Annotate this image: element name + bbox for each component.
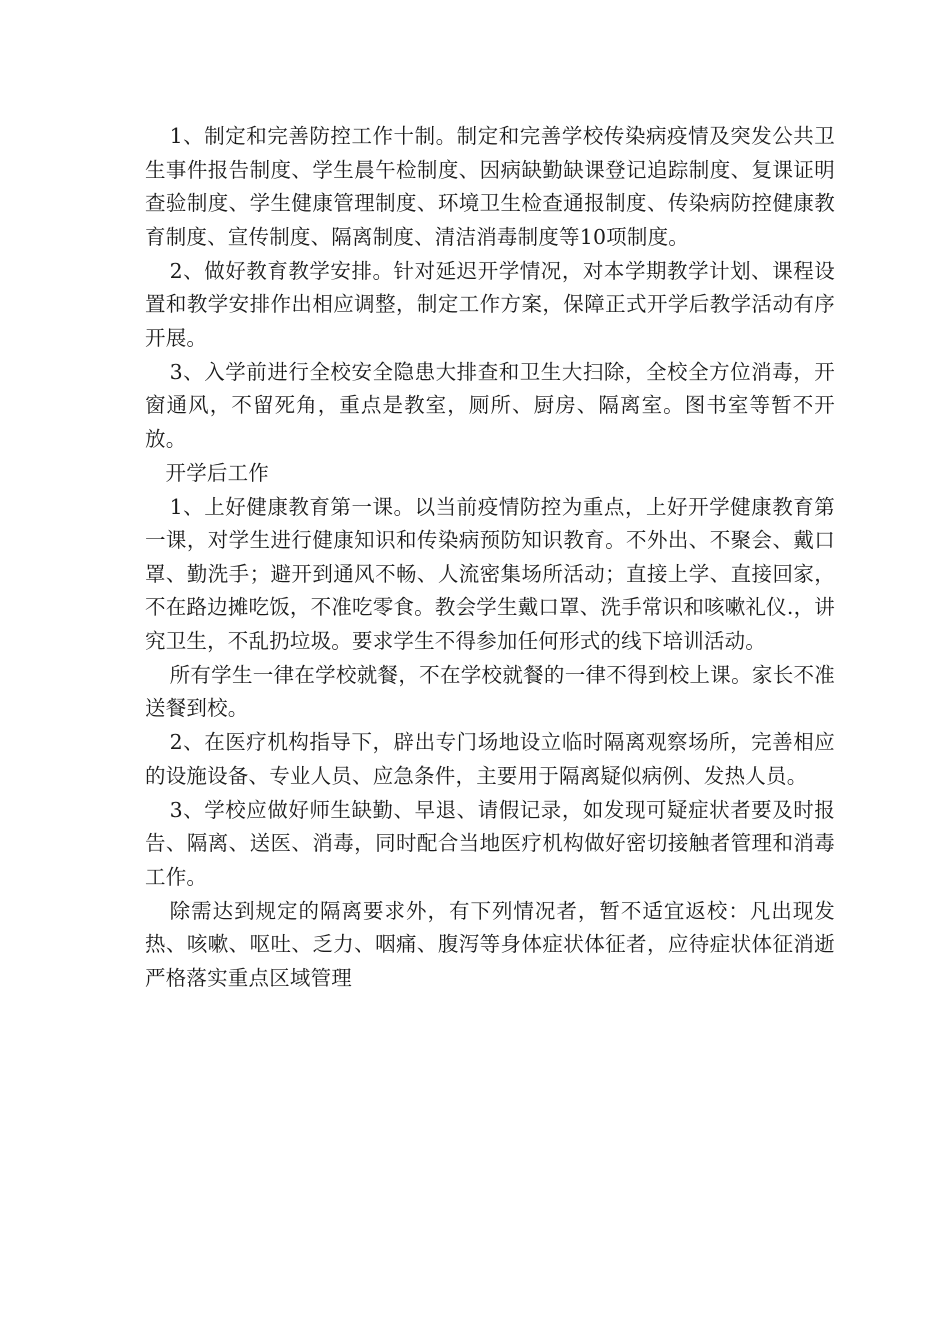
document-body [145,120,835,996]
paragraph-teaching-arrangement: 2、做好教育教学安排。针对延迟开学情况，对本学期教学计划、课程设置和教学安排作出相应调整，制定工作方案，保障正式开学后教学活动有序开展。 [145,258,835,350]
paragraph-isolation-site: 2、在医疗机构指导下，辟出专门场地设立临时隔离观察场所，完善相应的设施设备、专业人员、应急条件，主要用于隔离疑似病例、发热人员。 [145,730,835,788]
section-heading-after-opening: 开学后工作 [165,460,269,485]
paragraph-absence-records: 3、学校应做好师生缺勤、早退、请假记录，如发现可疑症状者要及时报告、隔离、送医、消毒，同时配合当地医疗机构做好密切接触者管理和消毒工作。 [145,797,835,889]
paragraph-health-education: 1、上好健康教育第一课。以当前疫情防控为重点，上好开学健康教育第一课，对学生进行健康知识和传染病预防知识教育。不外出、不聚会、戴口罩、勤洗手；避开到通风不畅、人流密集场所活动；直接上学、直接回家，不在路边摊吃饭，不准吃零食。教会学生戴口罩、洗手常识和咳嗽礼仪.，讲究卫生，不乱扔垃圾。要求学生不得参加任何形式的线下培训活动。 [145,494,835,653]
paragraph-prevention-systems: 1、制定和完善防控工作十制。制定和完善学校传染病疫情及突发公共卫生事件报告制度、学生晨午检制度、因病缺勤缺课登记追踪制度、复课证明查验制度、学生健康管理制度、环境卫生检查通报制度、传染病防控健康教育制度、宣传制度、隔离制度、清洁消毒制度等10项制度。 [145,124,835,249]
paragraph-school-dining: 所有学生一律在学校就餐，不在学校就餐的一律不得到校上课。家长不准送餐到校。 [145,662,835,720]
paragraph-return-restrictions: 除需达到规定的隔离要求外，有下列情况者，暂不适宜返校：凡出现发热、咳嗽、呕吐、乏力、咽痛、腹泻等身体症状体征者，应待症状体征消逝严格落实重点区域管理 [145,898,835,990]
paragraph-safety-inspection: 3、入学前进行全校安全隐患大排查和卫生大扫除，全校全方位消毒，开窗通风，不留死角，重点是教室，厕所、厨房、隔离室。图书室等暂不开放。 [145,359,835,451]
